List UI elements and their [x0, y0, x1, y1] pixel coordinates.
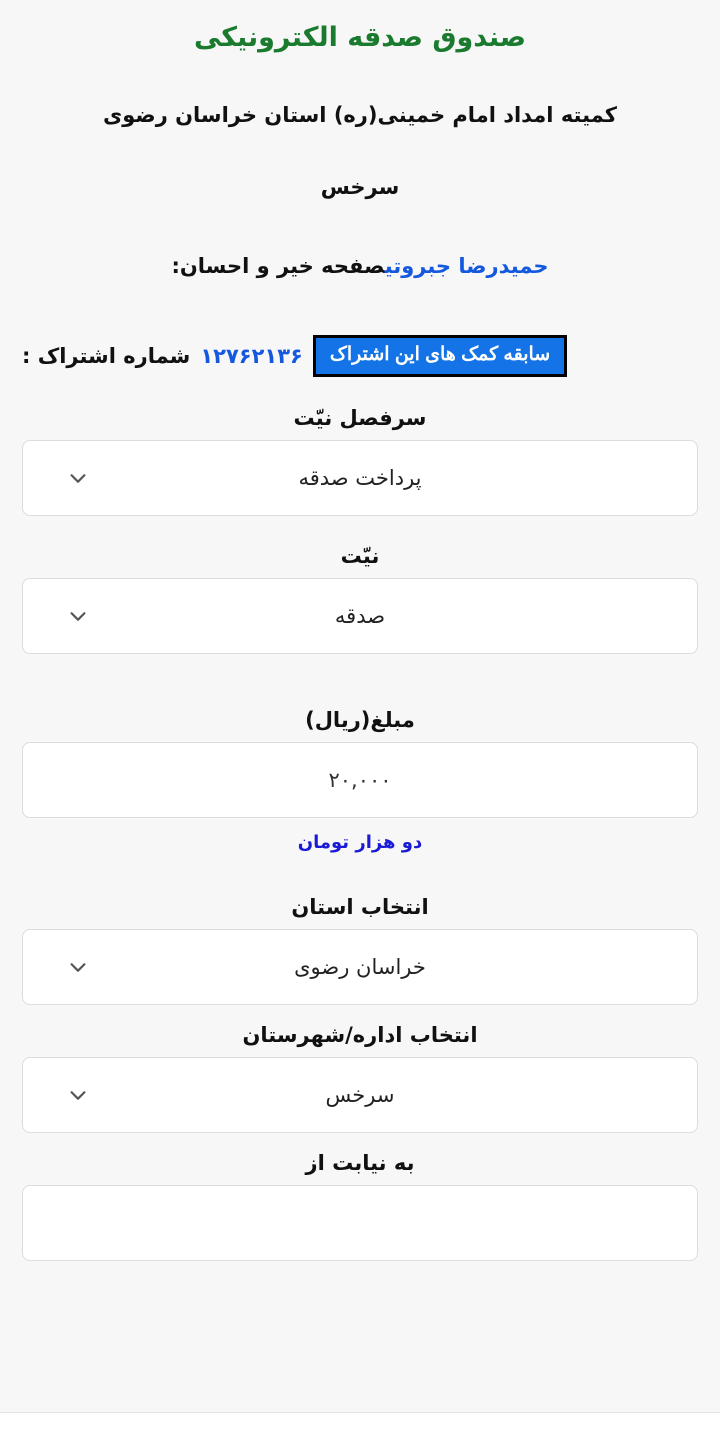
behalf-value	[23, 1186, 697, 1260]
charity-person-name: حمیدرضا جبروتی	[384, 254, 549, 278]
province-value: خراسان رضوی	[294, 955, 426, 979]
amount-hint: دو هزار تومان	[297, 832, 423, 853]
county-select[interactable]	[22, 1057, 698, 1133]
charity-page-line	[22, 254, 698, 278]
category-label: سرفصل نیّت	[293, 406, 427, 430]
subscription-row	[22, 334, 698, 378]
behalf-input[interactable]	[22, 1185, 698, 1261]
amount-input[interactable]	[22, 742, 698, 818]
city-name: سرخس	[320, 175, 400, 199]
subscription-history-button[interactable]: سابقه کمک های این اشتراک	[313, 335, 567, 378]
intention-label: نیّت	[340, 544, 380, 568]
subscription-number: ۱۲۷۶۲۱۳۶	[200, 344, 303, 368]
county-label: انتخاب اداره/شهرستان	[242, 1023, 478, 1047]
chevron-down-icon	[67, 467, 89, 489]
amount-value: ۲۰,۰۰۰	[328, 768, 392, 792]
page-title: صندوق صدقه الکترونیکی	[193, 22, 527, 53]
province-label: انتخاب استان	[291, 895, 429, 919]
organization-name: کمیته امداد امام خمینی(ره) استان خراسان رضوی	[103, 103, 617, 127]
intention-value: صدقه	[334, 604, 386, 628]
behalf-label: به نیابت از	[305, 1151, 415, 1175]
province-select[interactable]	[22, 929, 698, 1005]
county-value: سرخس	[325, 1083, 395, 1107]
category-value: پرداخت صدقه	[298, 466, 422, 490]
intention-select[interactable]	[22, 578, 698, 654]
chevron-down-icon	[67, 605, 89, 627]
amount-label: مبلغ(ریال)	[305, 708, 415, 732]
charity-page-prefix: صفحه خیر و احسان:	[171, 254, 385, 278]
bottom-bar	[0, 1412, 720, 1429]
chevron-down-icon	[67, 1084, 89, 1106]
subscription-label: شماره اشتراک :	[22, 344, 191, 368]
chevron-down-icon	[67, 956, 89, 978]
category-select[interactable]	[22, 440, 698, 516]
